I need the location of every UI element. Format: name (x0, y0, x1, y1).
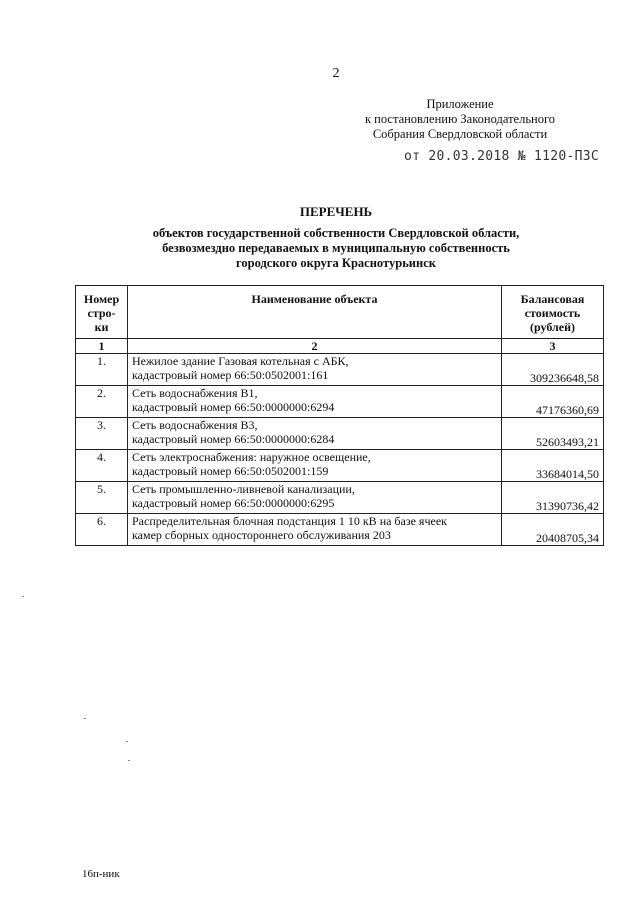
balance-value: 52603493,21 (502, 418, 604, 450)
subtitle-line: объектов государственной собственности Свердловской области, (152, 226, 520, 240)
scan-speck (128, 760, 130, 761)
balance-value: 309236648,58 (502, 354, 604, 386)
scan-speck (84, 718, 86, 719)
table-header-row (76, 286, 604, 339)
table-row (76, 354, 604, 386)
row-number: 1. (76, 354, 128, 386)
assets-table (75, 285, 604, 546)
row-number: 5. (76, 482, 128, 514)
document-subtitle (120, 226, 552, 271)
table-row (76, 450, 604, 482)
header-value: Балансовая стоимость (рублей) (502, 286, 604, 339)
balance-value: 20408705,34 (502, 514, 604, 546)
appendix-block (360, 97, 560, 142)
header-num: Номер стро- ки (76, 286, 128, 339)
subtitle-line: городского округа Краснотурьинск (236, 256, 436, 270)
object-name: Сеть электроснабжения: наружное освещение, кадастровый номер 66:50:0502001:159 (128, 450, 502, 482)
row-number: 4. (76, 450, 128, 482)
table-row (76, 482, 604, 514)
object-name: Сеть водоснабжения В3, кадастровый номер 66:50:0000000:6284 (128, 418, 502, 450)
table-row (76, 386, 604, 418)
table-row (76, 514, 604, 546)
page-number: 2 (332, 66, 340, 81)
balance-value: 31390736,42 (502, 482, 604, 514)
row-number: 3. (76, 418, 128, 450)
object-name: Сеть промышленно-ливневой канализации, кадастровый номер 66:50:0000000:6295 (128, 482, 502, 514)
table-row (76, 418, 604, 450)
subtitle-line: безвозмездно передаваемых в муниципальную собственность (162, 241, 510, 255)
header-name: Наименование объекта (128, 286, 502, 339)
object-name: Распределительная блочная подстанция 1 10 кВ на базе ячеек камер сборных одностороннего обслуживания 203 (128, 514, 502, 546)
balance-value: 47176360,69 (502, 386, 604, 418)
object-name: Нежилое здание Газовая котельная с АБК, кадастровый номер 66:50:0502001:161 (128, 354, 502, 386)
column-number: 1 (76, 339, 128, 354)
scan-speck (22, 596, 24, 597)
object-name: Сеть водоснабжения В1, кадастровый номер 66:50:0000000:6294 (128, 386, 502, 418)
column-number-row (76, 339, 604, 354)
appendix-line: Собрания Свердловской области (372, 127, 548, 141)
row-number: 2. (76, 386, 128, 418)
appendix-line: к постановлению Законодательного (364, 112, 556, 126)
appendix-line: Приложение (426, 97, 494, 111)
row-number: 6. (76, 514, 128, 546)
column-number: 3 (502, 339, 604, 354)
balance-value: 33684014,50 (502, 450, 604, 482)
document-title: ПЕРЕЧЕНЬ (299, 204, 373, 219)
column-number: 2 (128, 339, 502, 354)
footer-code: 16п-ник (82, 868, 120, 880)
scan-speck (126, 741, 128, 742)
resolution-stamp: от 20.03.2018 № 1120-ПЗС (404, 149, 600, 164)
